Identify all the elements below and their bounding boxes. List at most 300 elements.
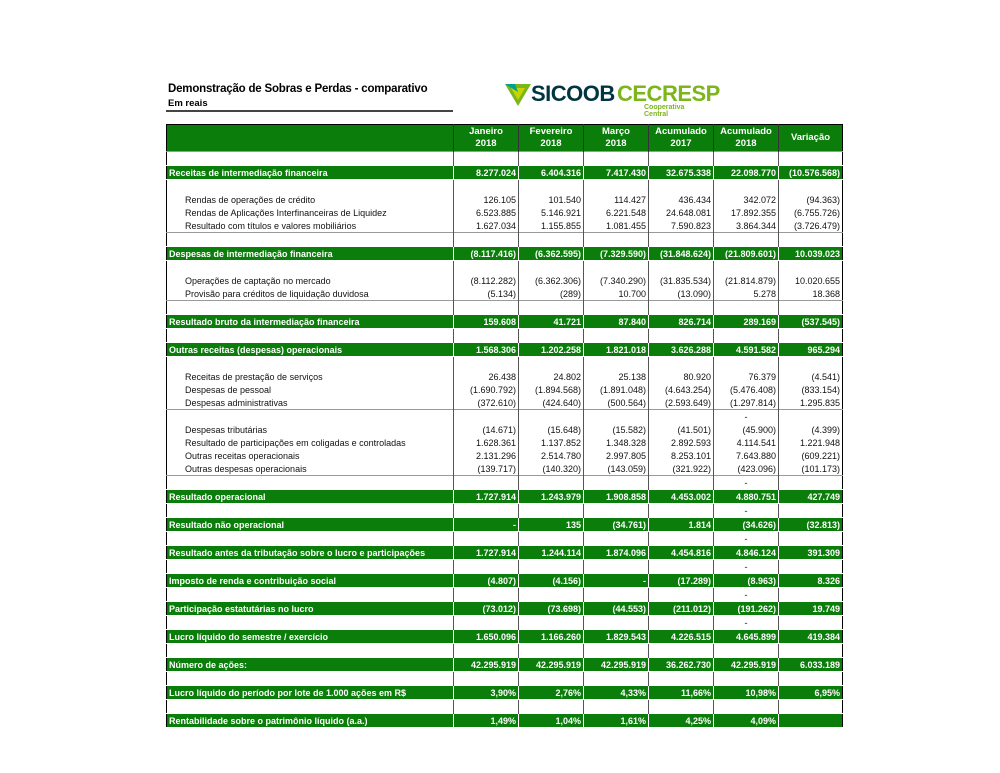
value-cell: (13.090)	[649, 287, 714, 301]
value-cell: (4.541)	[779, 370, 843, 383]
value-cell	[519, 504, 584, 518]
value-cell	[519, 616, 584, 630]
value-cell: (5.134)	[454, 287, 519, 301]
value-cell	[779, 233, 843, 247]
row-label: Receitas de prestação de serviços	[185, 371, 323, 382]
row-label	[167, 616, 454, 630]
logo-text-cecresp: CECRESP	[617, 81, 720, 106]
value-cell	[454, 410, 519, 424]
value-cell	[714, 152, 779, 166]
value-cell	[714, 357, 779, 371]
row-label	[167, 233, 454, 247]
value-cell: (8.112.282)	[454, 274, 519, 287]
row-label: Número de ações:	[167, 658, 454, 672]
value-cell	[779, 152, 843, 166]
column-header-line2: 2018	[540, 138, 562, 149]
value-cell: 826.714	[649, 315, 714, 329]
value-cell	[454, 180, 519, 194]
value-cell: 436.434	[649, 193, 714, 206]
column-header	[454, 125, 519, 152]
value-cell: 159.608	[454, 315, 519, 329]
column-header-line1: Variação	[790, 132, 831, 143]
value-cell	[519, 532, 584, 546]
row-label	[167, 329, 454, 343]
value-cell: 32.675.338	[649, 166, 714, 180]
value-cell	[584, 532, 649, 546]
spacer-row	[167, 152, 843, 166]
row-label	[167, 301, 454, 315]
value-cell	[779, 588, 843, 602]
value-cell	[454, 261, 519, 275]
value-cell	[584, 301, 649, 315]
spacer-row	[167, 301, 843, 315]
value-cell: (34.626)	[714, 518, 779, 532]
value-cell: (8.963)	[714, 574, 779, 588]
row-label: Resultado não operacional	[167, 518, 454, 532]
value-cell	[584, 700, 649, 714]
spacer-row	[167, 261, 843, 275]
value-cell: 87.840	[584, 315, 649, 329]
value-cell: 391.309	[779, 546, 843, 560]
value-cell: (32.813)	[779, 518, 843, 532]
value-cell: (321.922)	[649, 462, 714, 476]
income-statement-table	[166, 124, 843, 728]
value-cell: 3.864.344	[714, 219, 779, 233]
value-cell	[779, 700, 843, 714]
value-cell	[584, 644, 649, 658]
section-total-row	[167, 518, 843, 532]
value-cell: (7.340.290)	[584, 274, 649, 287]
value-cell	[779, 504, 843, 518]
value-cell: 2.892.593	[649, 436, 714, 449]
value-cell: (4.156)	[519, 574, 584, 588]
value-cell	[454, 357, 519, 371]
table-row	[167, 287, 843, 301]
value-cell: 18.368	[779, 287, 843, 301]
value-cell: (45.900)	[714, 423, 779, 436]
section-total-row	[167, 315, 843, 329]
row-label	[167, 410, 454, 424]
row-label: Despesas administrativas	[185, 397, 288, 408]
column-header-line1: Janeiro	[469, 126, 503, 137]
value-cell	[584, 616, 649, 630]
row-label	[167, 672, 454, 686]
section-total-row	[167, 630, 843, 644]
value-cell	[519, 233, 584, 247]
value-cell	[649, 410, 714, 424]
value-cell	[779, 560, 843, 574]
value-cell: 1.814	[649, 518, 714, 532]
section-total-row	[167, 166, 843, 180]
spacer-row	[167, 329, 843, 343]
value-cell: 135	[519, 518, 584, 532]
value-cell: 1.221.948	[779, 436, 843, 449]
value-cell: 24.648.081	[649, 206, 714, 219]
value-cell: (833.154)	[779, 383, 843, 396]
row-label: Resultado com títulos e valores mobiliários	[185, 220, 357, 231]
logo-tagline: Cooperativa Central	[644, 104, 685, 118]
value-cell	[519, 261, 584, 275]
row-label: Imposto de renda e contribuição social	[167, 574, 454, 588]
value-cell	[649, 261, 714, 275]
spacer-row	[167, 357, 843, 371]
value-cell: 7.643.880	[714, 449, 779, 462]
value-cell: 4.453.002	[649, 490, 714, 504]
value-cell	[454, 152, 519, 166]
table-row	[167, 383, 843, 396]
value-cell: -	[714, 532, 779, 546]
value-cell	[454, 532, 519, 546]
value-cell: 6.033.189	[779, 658, 843, 672]
value-cell: 1.348.328	[584, 436, 649, 449]
value-cell: (4.643.254)	[649, 383, 714, 396]
value-cell	[584, 357, 649, 371]
header-label-cell	[167, 125, 454, 152]
value-cell	[584, 329, 649, 343]
row-label	[167, 261, 454, 275]
value-cell: (372.610)	[454, 396, 519, 410]
value-cell	[649, 644, 714, 658]
value-cell: (6.362.306)	[519, 274, 584, 287]
value-cell	[649, 152, 714, 166]
value-cell: 22.098.770	[714, 166, 779, 180]
value-cell	[519, 644, 584, 658]
value-cell: 1.874.096	[584, 546, 649, 560]
row-label: Rendas de operações de crédito	[185, 194, 316, 205]
row-label	[167, 357, 454, 371]
row-label	[167, 644, 454, 658]
value-cell: 25.138	[584, 370, 649, 383]
value-cell	[519, 560, 584, 574]
value-cell: 3.626.288	[649, 343, 714, 357]
value-cell	[714, 644, 779, 658]
table-row	[167, 396, 843, 410]
table-row	[167, 274, 843, 287]
value-cell	[454, 476, 519, 490]
column-header-line1: Acumulado	[655, 126, 707, 137]
section-total-row	[167, 574, 843, 588]
value-cell: (44.553)	[584, 602, 649, 616]
column-header-line1: Acumulado	[720, 126, 772, 137]
value-cell	[584, 152, 649, 166]
value-cell: (139.717)	[454, 462, 519, 476]
value-cell	[519, 357, 584, 371]
value-cell: -	[714, 616, 779, 630]
value-cell	[649, 560, 714, 574]
row-label: Despesas de pessoal	[185, 384, 272, 395]
value-cell: 1,04%	[519, 714, 584, 728]
value-cell: 42.295.919	[454, 658, 519, 672]
value-cell: 1.727.914	[454, 490, 519, 504]
spacer-row	[167, 700, 843, 714]
value-cell	[519, 700, 584, 714]
value-cell: 1.627.034	[454, 219, 519, 233]
value-cell: (73.698)	[519, 602, 584, 616]
row-label	[167, 476, 454, 490]
row-label: Participação estatutárias no lucro	[167, 602, 454, 616]
value-cell: 1.081.455	[584, 219, 649, 233]
value-cell	[649, 700, 714, 714]
table-row	[167, 206, 843, 219]
value-cell: 6.221.548	[584, 206, 649, 219]
value-cell: 1.137.852	[519, 436, 584, 449]
value-cell	[584, 504, 649, 518]
value-cell	[519, 588, 584, 602]
value-cell	[454, 672, 519, 686]
column-header-line2: 2017	[670, 138, 692, 149]
value-cell: 11,66%	[649, 686, 714, 700]
section-total-row	[167, 546, 843, 560]
row-label: Despesas de intermediação financeira	[167, 247, 454, 261]
table-row	[167, 193, 843, 206]
value-cell: (10.576.568)	[779, 166, 843, 180]
value-cell: 1.568.306	[454, 343, 519, 357]
value-cell: 1.628.361	[454, 436, 519, 449]
row-label	[167, 532, 454, 546]
value-cell	[779, 532, 843, 546]
value-cell: 1.202.258	[519, 343, 584, 357]
value-cell	[649, 180, 714, 194]
value-cell	[649, 357, 714, 371]
value-cell: 4,09%	[714, 714, 779, 728]
row-label	[167, 504, 454, 518]
row-label: Outras receitas operacionais	[185, 450, 300, 461]
value-cell: 26.438	[454, 370, 519, 383]
table-body	[167, 152, 843, 728]
column-header-line1: Março	[602, 126, 630, 137]
row-label: Lucro líquido do semestre / exercício	[167, 630, 454, 644]
value-cell: (31.848.624)	[649, 247, 714, 261]
table-row	[167, 423, 843, 436]
value-cell: (73.012)	[454, 602, 519, 616]
table-header-row	[167, 125, 843, 152]
value-cell: 10.039.023	[779, 247, 843, 261]
row-label: Outras receitas (despesas) operacionais	[167, 343, 454, 357]
value-cell: (6.755.726)	[779, 206, 843, 219]
value-cell	[649, 504, 714, 518]
row-label	[167, 152, 454, 166]
value-cell: 24.802	[519, 370, 584, 383]
value-cell	[649, 233, 714, 247]
row-label: Receitas de intermediação financeira	[167, 166, 454, 180]
value-cell: -	[454, 518, 519, 532]
value-cell: (289)	[519, 287, 584, 301]
value-cell: 6.523.885	[454, 206, 519, 219]
value-cell: (500.564)	[584, 396, 649, 410]
table-row	[167, 436, 843, 449]
value-cell	[779, 644, 843, 658]
value-cell	[649, 672, 714, 686]
value-cell: (5.476.408)	[714, 383, 779, 396]
value-cell: (15.648)	[519, 423, 584, 436]
value-cell: 1.295.835	[779, 396, 843, 410]
value-cell: (191.262)	[714, 602, 779, 616]
value-cell: 1.908.858	[584, 490, 649, 504]
value-cell	[649, 301, 714, 315]
value-cell	[649, 532, 714, 546]
column-header	[714, 125, 779, 152]
spacer-row	[167, 588, 843, 602]
value-cell	[714, 329, 779, 343]
row-label: Resultado de participações em coligadas e controladas	[185, 437, 406, 448]
value-cell	[584, 261, 649, 275]
value-cell: (1.690.792)	[454, 383, 519, 396]
logo-chevron-icon	[505, 84, 531, 106]
value-cell: 6.404.316	[519, 166, 584, 180]
column-header	[584, 125, 649, 152]
value-cell: 5.146.921	[519, 206, 584, 219]
value-cell	[454, 700, 519, 714]
value-cell	[779, 357, 843, 371]
value-cell: (41.501)	[649, 423, 714, 436]
value-cell: -	[714, 410, 779, 424]
value-cell: 4.591.582	[714, 343, 779, 357]
value-cell: -	[714, 560, 779, 574]
row-label: Resultado operacional	[167, 490, 454, 504]
value-cell: 419.384	[779, 630, 843, 644]
spacer-row	[167, 504, 843, 518]
spacer-row	[167, 476, 843, 490]
value-cell: (21.809.601)	[714, 247, 779, 261]
value-cell: -	[584, 574, 649, 588]
row-label: Outras despesas operacionais	[185, 463, 307, 474]
value-cell: 1.650.096	[454, 630, 519, 644]
value-cell	[584, 672, 649, 686]
value-cell: (31.835.534)	[649, 274, 714, 287]
value-cell	[649, 329, 714, 343]
value-cell: 6,95%	[779, 686, 843, 700]
value-cell	[714, 672, 779, 686]
value-cell: (94.363)	[779, 193, 843, 206]
value-cell	[519, 152, 584, 166]
value-cell: 42.295.919	[714, 658, 779, 672]
table-row	[167, 370, 843, 383]
column-header-line2: 2018	[605, 138, 627, 149]
value-cell: 114.427	[584, 193, 649, 206]
value-cell: 1,61%	[584, 714, 649, 728]
row-label	[167, 180, 454, 194]
value-cell: (424.640)	[519, 396, 584, 410]
value-cell	[779, 329, 843, 343]
value-cell: (14.671)	[454, 423, 519, 436]
value-cell: (423.096)	[714, 462, 779, 476]
section-total-row	[167, 343, 843, 357]
value-cell: (7.329.590)	[584, 247, 649, 261]
value-cell: 2.514.780	[519, 449, 584, 462]
section-total-row	[167, 602, 843, 616]
value-cell: 342.072	[714, 193, 779, 206]
value-cell	[714, 301, 779, 315]
spacer-row	[167, 532, 843, 546]
value-cell: (4.399)	[779, 423, 843, 436]
value-cell	[519, 476, 584, 490]
value-cell: (101.173)	[779, 462, 843, 476]
row-label: Provisão para créditos de liquidação duvidosa	[185, 288, 369, 299]
spacer-row	[167, 672, 843, 686]
value-cell	[519, 301, 584, 315]
value-cell: 4.645.899	[714, 630, 779, 644]
value-cell: (21.814.879)	[714, 274, 779, 287]
value-cell	[454, 301, 519, 315]
column-header-line2: 2018	[735, 138, 757, 149]
value-cell: 5.278	[714, 287, 779, 301]
value-cell: 10.700	[584, 287, 649, 301]
report-title: Demonstração de Sobras e Perdas - comparativo	[168, 83, 428, 95]
value-cell: 17.892.355	[714, 206, 779, 219]
table-row	[167, 462, 843, 476]
table-row	[167, 449, 843, 462]
value-cell: 2.997.805	[584, 449, 649, 462]
value-cell: 8.277.024	[454, 166, 519, 180]
value-cell: 36.262.730	[649, 658, 714, 672]
spacer-row	[167, 560, 843, 574]
row-label	[167, 560, 454, 574]
value-cell: 1.244.114	[519, 546, 584, 560]
value-cell	[779, 476, 843, 490]
value-cell	[779, 261, 843, 275]
row-label: Despesas tributárias	[185, 424, 268, 435]
section-total-row	[167, 247, 843, 261]
column-header	[779, 125, 843, 152]
value-cell: 7.417.430	[584, 166, 649, 180]
value-cell	[584, 410, 649, 424]
value-cell	[779, 616, 843, 630]
value-cell	[649, 476, 714, 490]
value-cell: (1.894.568)	[519, 383, 584, 396]
value-cell: 1.821.018	[584, 343, 649, 357]
value-cell: (537.545)	[779, 315, 843, 329]
section-total-row	[167, 714, 843, 728]
value-cell: 80.920	[649, 370, 714, 383]
value-cell	[779, 672, 843, 686]
value-cell	[519, 410, 584, 424]
value-cell: -	[714, 504, 779, 518]
value-cell: 76.379	[714, 370, 779, 383]
value-cell	[584, 180, 649, 194]
value-cell	[454, 644, 519, 658]
value-cell: 8.253.101	[649, 449, 714, 462]
value-cell	[454, 233, 519, 247]
row-label: Resultado bruto da intermediação financeira	[167, 315, 454, 329]
value-cell: (2.593.649)	[649, 396, 714, 410]
value-cell: 427.749	[779, 490, 843, 504]
value-cell	[714, 180, 779, 194]
sicoob-cecresp-logo	[505, 80, 720, 118]
value-cell	[714, 261, 779, 275]
currency-note: Em reais	[168, 98, 208, 109]
spacer-row	[167, 644, 843, 658]
value-cell	[519, 180, 584, 194]
value-cell: 101.540	[519, 193, 584, 206]
value-cell	[779, 714, 843, 728]
value-cell: 10.020.655	[779, 274, 843, 287]
column-header	[649, 125, 714, 152]
value-cell	[779, 410, 843, 424]
section-total-row	[167, 490, 843, 504]
value-cell: 4.114.541	[714, 436, 779, 449]
value-cell: (143.059)	[584, 462, 649, 476]
row-label: Lucro líquido do período por lote de 1.000 ações em R$	[167, 686, 454, 700]
value-cell	[649, 588, 714, 602]
value-cell: -	[714, 588, 779, 602]
value-cell: 1.829.543	[584, 630, 649, 644]
section-total-row	[167, 658, 843, 672]
column-header-line2: 2018	[475, 138, 497, 149]
value-cell: (4.807)	[454, 574, 519, 588]
value-cell: 965.294	[779, 343, 843, 357]
title-underline	[166, 110, 453, 112]
value-cell: 1.166.260	[519, 630, 584, 644]
